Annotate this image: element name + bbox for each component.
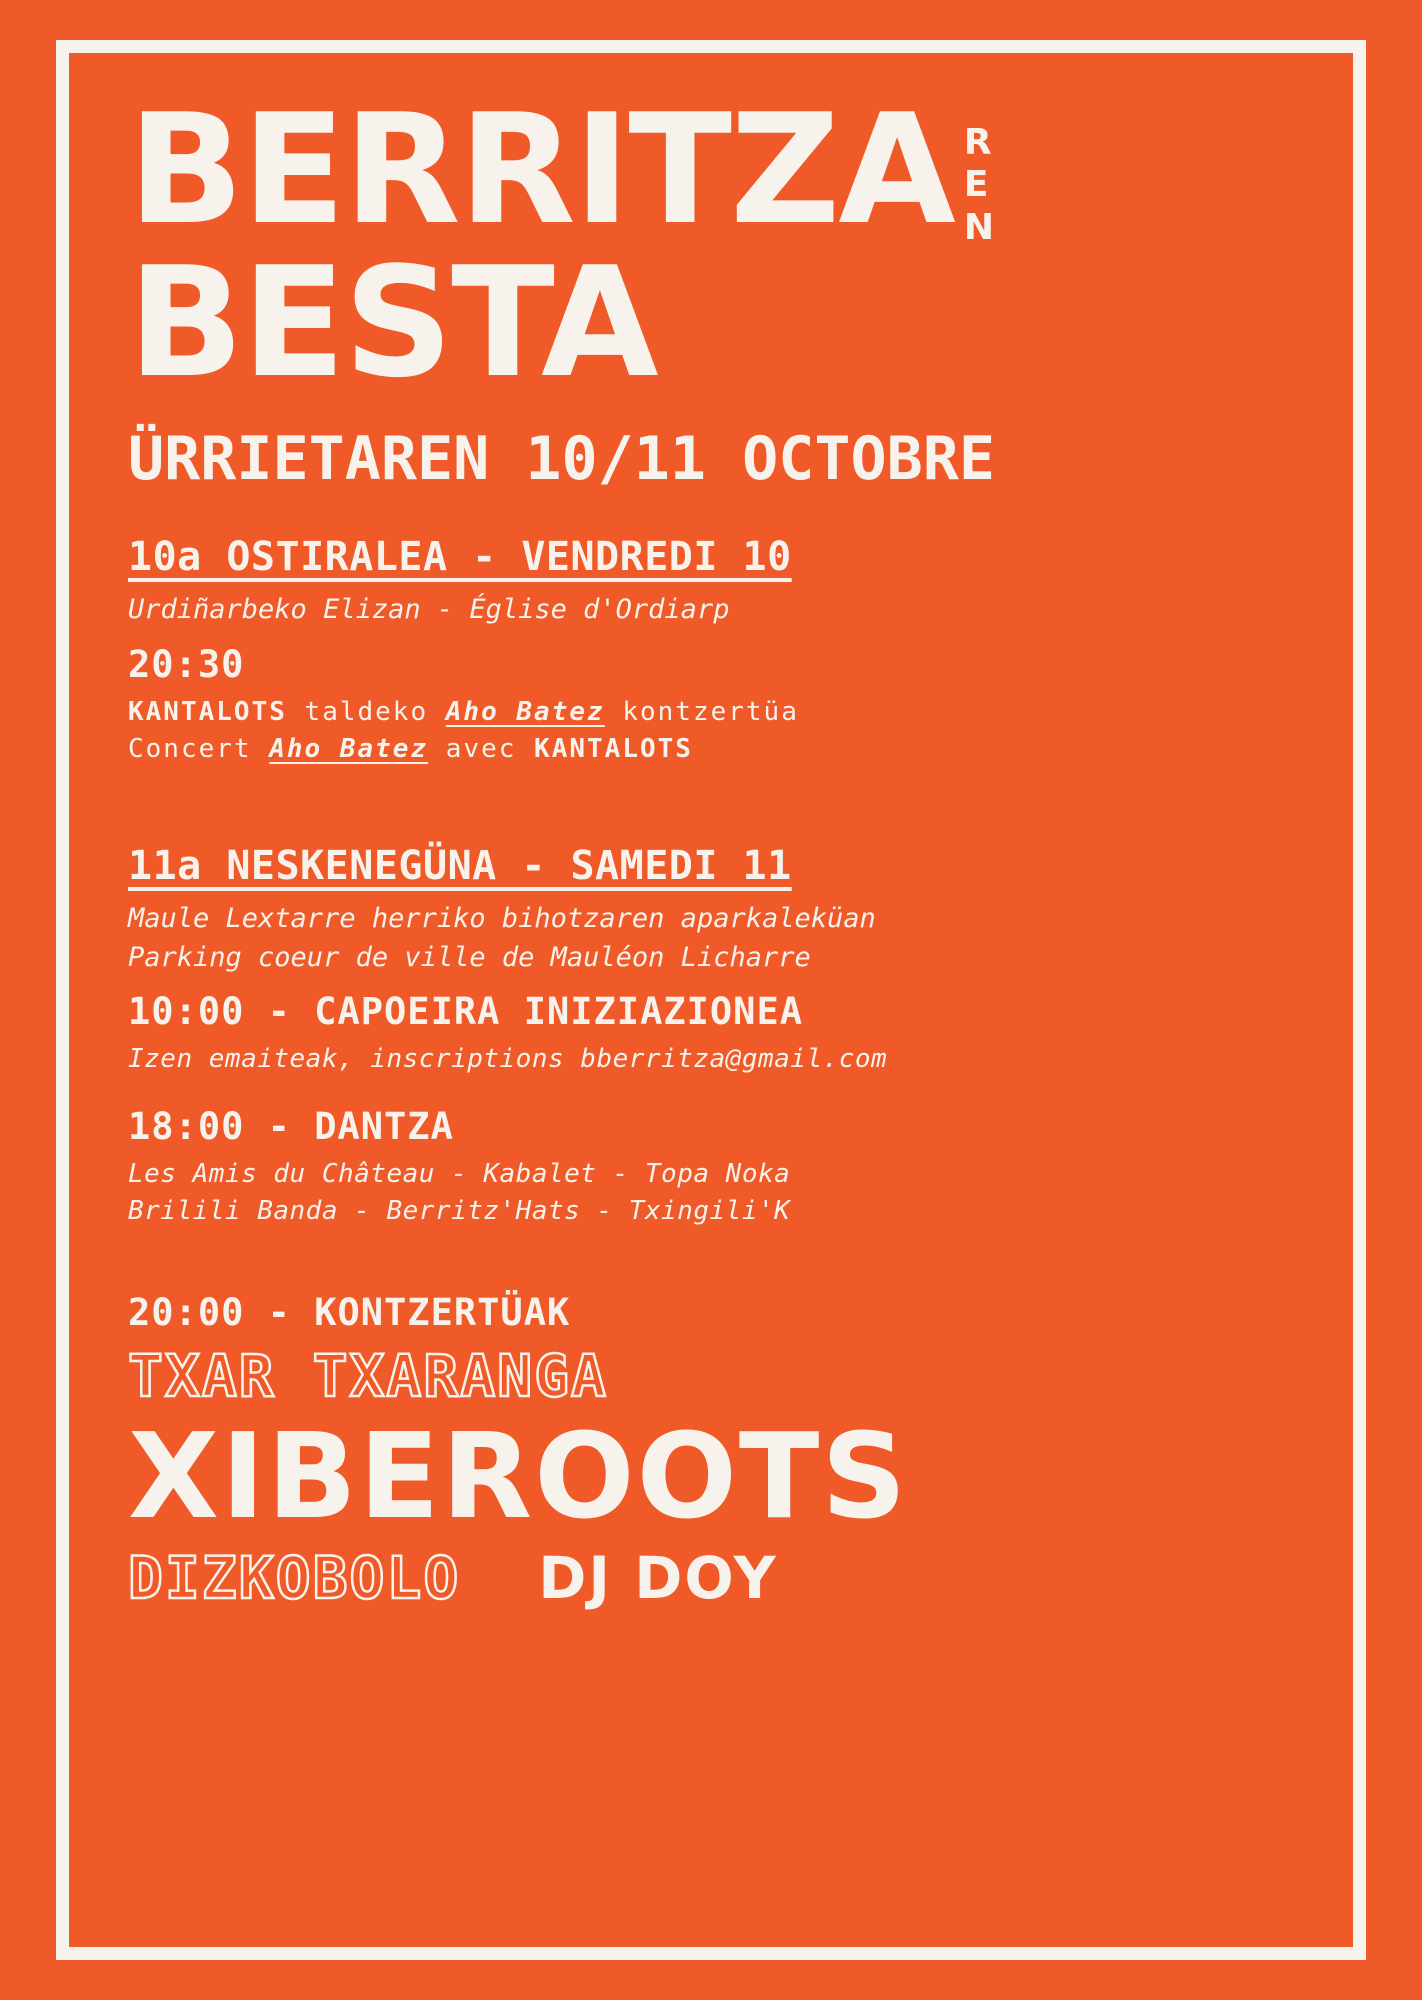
suffix-letter-r: R [963, 122, 993, 163]
poster-date-line: ÜRRIETAREN 10/11 OCTOBRE [128, 424, 995, 495]
kontzertua-text: kontzertüa [604, 696, 799, 727]
aho-batez-fr: Aho Batez [269, 734, 429, 765]
kantalots-label-eu: KANTALOTS [128, 696, 287, 727]
day-2-venue-fr: Parking coeur de ville de Mauléon Licharre [128, 941, 811, 973]
poster-title-main: BERRITZA [128, 81, 954, 258]
day-1-heading: 10a OSTIRALEA - VENDREDI 10 [128, 534, 792, 581]
poster-title-second: BESTA [128, 234, 657, 412]
artist-xiberoots: XIBEROOTS [128, 1407, 909, 1546]
day-1-event-1-line-1 [128, 694, 1312, 732]
day-2-event-2-detail-line-2: Brilili Banda - Berritz'Hats - Txingili'K [128, 1196, 791, 1227]
section-gap-3 [128, 1231, 1312, 1283]
artist-dj-doy: DJ DOY [538, 1544, 778, 1613]
day-2-event-2-detail-line-1: Les Amis du Château - Kabalet - Topa Noka [128, 1158, 791, 1189]
artist-dizkobolo: DIZKOBOLO [128, 1544, 461, 1613]
poster-content [128, 81, 1312, 1930]
aho-batez-eu: Aho Batez [445, 696, 605, 727]
title-block [128, 81, 1312, 412]
poster-title-suffix [964, 122, 995, 249]
kantalots-label-fr: KANTALOTS [534, 734, 693, 765]
day-2-venue-eu: Maule Lextarre herriko bihotzaren aparkaleküan [128, 903, 876, 935]
day-1-venue: Urdiñarbeko Elizan - Église d'Ordiarp [128, 594, 730, 626]
day-2-heading: 11a NESKENEGÜNA - SAMEDI 11 [128, 843, 792, 890]
suffix-letter-n: N [963, 206, 996, 248]
day-1-event-1-line-2 [128, 731, 1312, 769]
day-2-event-3-time: 20:00 - KONTZERTÜAK [128, 1291, 571, 1335]
artist-bottom-row [128, 1544, 1312, 1612]
suffix-letter-e: E [963, 164, 990, 206]
title-row-1 [128, 81, 1312, 258]
section-gap-1 [128, 769, 1312, 803]
concert-text: Concert [128, 734, 270, 765]
day-2-event-2-time: 18:00 - DANTZA [128, 1104, 454, 1148]
day-1-event-1-time: 20:30 [128, 642, 245, 686]
artist-txar-txaranga: TXAR TXARANGA [128, 1342, 608, 1411]
day-2-event-1-detail: Izen emaiteak, inscriptions bberritza@gmail.com [128, 1044, 888, 1075]
section-gap-2 [128, 1079, 1312, 1097]
taldeko-text: taldeko [286, 696, 446, 727]
day-2-event-1-time: 10:00 - CAPOEIRA INIZIAZIONEA [128, 990, 804, 1034]
avec-text: avec [428, 734, 535, 765]
